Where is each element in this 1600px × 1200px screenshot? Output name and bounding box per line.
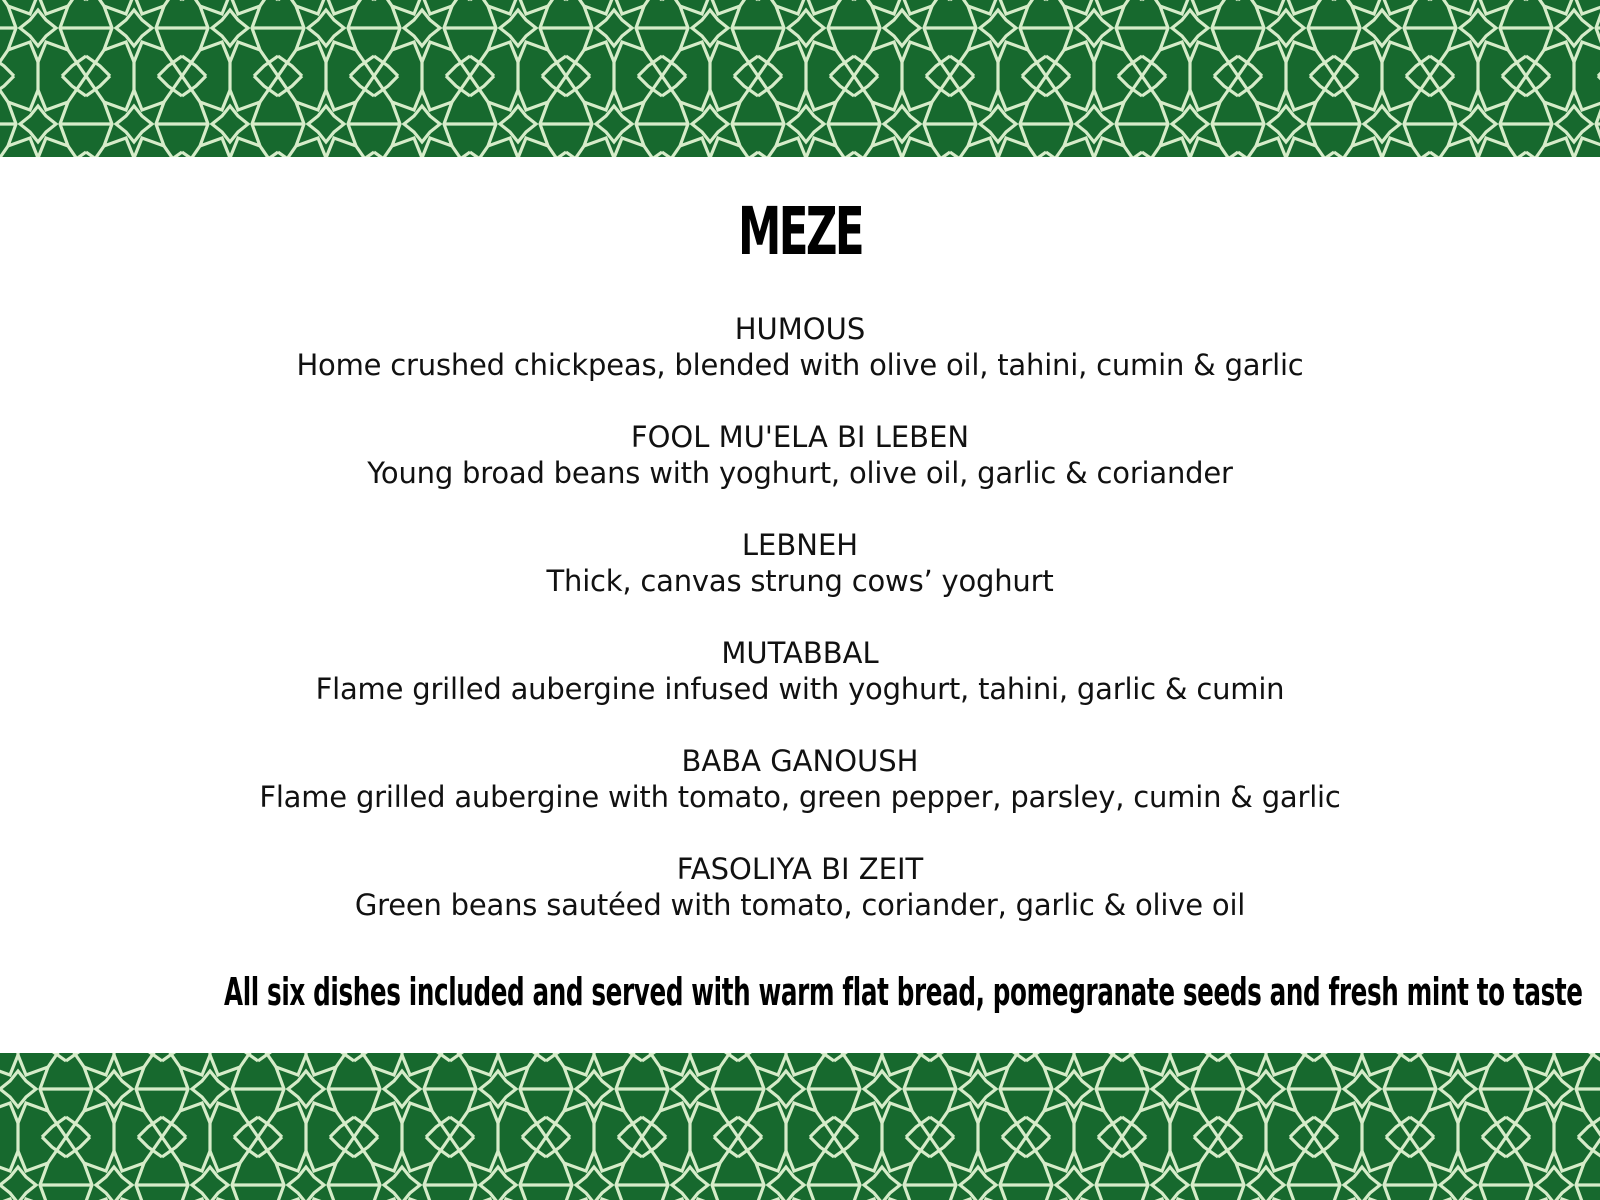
menu-content xyxy=(0,157,1600,1053)
menu-items-list xyxy=(0,311,1600,959)
menu-item-name: FASOLIYA BI ZEIT xyxy=(676,852,924,886)
menu-item xyxy=(0,743,1600,851)
menu-item-description: Young broad beans with yoghurt, olive oil, garlic & coriander xyxy=(367,456,1233,490)
menu-title: MEZE xyxy=(738,193,862,270)
bottom-pattern-graphic xyxy=(0,1053,1600,1200)
menu-item-name: FOOL MU'ELA BI LEBEN xyxy=(630,420,970,454)
top-geometric-pattern-band xyxy=(0,0,1600,157)
menu-item-name: HUMOUS xyxy=(734,312,866,346)
bottom-geometric-pattern-band xyxy=(0,1053,1600,1200)
menu-item xyxy=(0,311,1600,419)
menu-item-description: Home crushed chickpeas, blended with olive oil, tahini, cumin & garlic xyxy=(296,348,1304,382)
menu-item-description: Flame grilled aubergine infused with yoghurt, tahini, garlic & cumin xyxy=(315,672,1285,706)
menu-item xyxy=(0,527,1600,635)
top-pattern-graphic xyxy=(0,0,1600,157)
menu-item xyxy=(0,419,1600,527)
menu-item-description: Flame grilled aubergine with tomato, green pepper, parsley, cumin & garlic xyxy=(259,780,1341,814)
menu-item-name: MUTABBAL xyxy=(721,636,879,670)
menu-item xyxy=(0,635,1600,743)
menu-item-description: Green beans sautéed with tomato, coriander, garlic & olive oil xyxy=(354,888,1246,922)
menu-item-name: BABA GANOUSH xyxy=(681,744,919,778)
menu-item xyxy=(0,851,1600,959)
menu-item-description: Thick, canvas strung cows’ yoghurt xyxy=(546,564,1054,598)
menu-item-name: LEBNEH xyxy=(741,528,859,562)
menu-footer-note: All six dishes included and served with warm flat bread, pomegranate seeds and fresh mint to taste xyxy=(224,970,1583,1014)
